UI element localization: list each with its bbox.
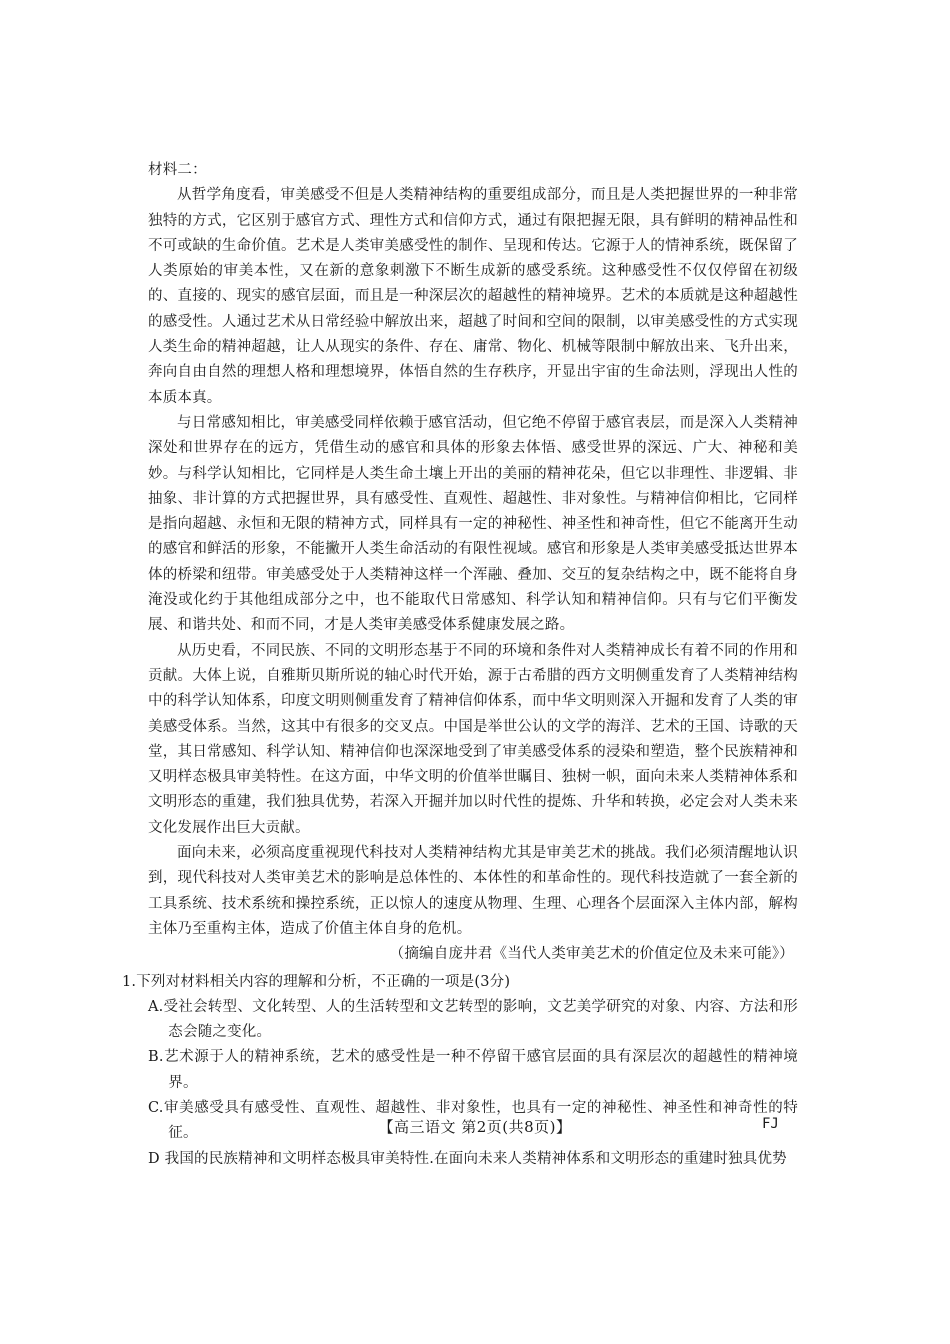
option-c: C.审美感受具有感受性、直观性、超越性、非对象性，也具有一定的神秘性、神圣性和神奇性的特征。 [148, 1099, 798, 1142]
paragraph-4: 面向未来，必须高度重视现代科技对人类精神结构尤其是审美艺术的挑战。我们必须清醒地认识到，现代科技对人类审美艺术的影响是总体性的、本体性的和革命性的。现代科技造就了一套全新的工具系统、技术系统和操控系统，正以惊人的速度从物理、生理、心理各个层面深入主体内部，解构主体乃至重构主体，造成了价值主体自身的危机。 [148, 845, 798, 937]
paragraph-2: 与日常感知相比，审美感受同样依赖于感官活动，但它绝不停留于感官表层，而是深入人类精神深处和世界存在的远方，凭借生动的感官和具体的形象去体悟、感受世界的深远、广大、神秘和美妙。与科学认知相比，它同样是人类生命土壤上开出的美丽的精神花朵，但它以非理性、非逻辑、非抽象、非计算的方式把握世界，具有感受性、直观性、超越性、非对象性。与精神信仰相比，它同样是指向超越、永恒和无限的精神方式，同样具有一定的神秘性、神圣性和神奇性，但它不能离开生动的感官和鲜活的形象，不能撇开人类生命活动的有限性视域。感官和形象是人类审美感受抵达世界本体的桥梁和纽带。审美感受处于人类精神这样一个浑融、叠加、交互的复杂结构之中，既不能将自身淹没或化约于其他组成部分之中，也不能取代日常感知、科学认知和精神信仰。只有与它们平衡发展、和谐共处、和而不同，才是人类审美感受体系健康发展之路。 [148, 414, 798, 634]
option-b: B.艺术源于人的精神系统，艺术的感受性是一种不停留干感官层面的具有深层次的超越性的精神境界。 [148, 1049, 798, 1091]
option-a: A.受社会转型、文化转型、人的生活转型和文艺转型的影响，文艺美学研究的对象、内容、方法和形态会随之变化。 [148, 998, 798, 1041]
source-citation: （摘编自庞井君《当代人类审美艺术的价值定位及未来可能》） [389, 946, 794, 963]
page-content [122, 158, 798, 1172]
question-stem: 1.下列对材料相关内容的理解和分析，不正确的一项是(3分) [122, 973, 511, 990]
exam-code: FJ [762, 1116, 779, 1132]
paragraph-3: 从历史看，不同民族、不同的文明形态基于不同的环境和条件对人类精神成长有着不同的作用和贡献。大体上说，自雅斯贝斯所说的轴心时代开始，源于古希腊的西方文明侧重发育了人类精神结构中的科学认知体系，印度文明则侧重发育了精神信仰体系，而中华文明则深入开掘和发育了人类的审美感受体系。当然，这其中有很多的交叉点。中国是举世公认的文学的海洋、艺术的王国、诗歌的天堂，其日常感知、科学认知、精神信仰也深深地受到了审美感受体系的浸染和塑造，整个民族精神和又明样态极具审美特性。在这方面，中华文明的价值举世瞩目、独树一帜，面向未来人类精神体系和文明形态的重建，我们独具优势，若深入开掘并加以时代性的提炼、升华和转换，必定会对人类未来文化发展作出巨大贡献。 [148, 642, 798, 836]
page-number-label: 【高三语文 第2页(共8页)】 [378, 1118, 572, 1136]
material-heading: 材料二： [148, 162, 207, 178]
option-d: D 我国的民族精神和文明样态极具审美特性.在面向未来人类精神体系和文明形态的重建时独具优势 [148, 1150, 787, 1167]
paragraph-1: 从哲学角度看，审美感受不但是人类精神结构的重要组成部分，而且是人类把握世界的一种非常独特的方式，它区别于感官方式、理性方式和信仰方式，通过有限把握无限，具有鲜明的精神品性和不可或缺的生命价值。艺术是人类审美感受性的制作、呈现和传达。它源于人的情神系统，既保留了人类原始的审美本性，又在新的意象刺激下不断生成新的感受系统。这种感受性不仅仅停留在初级的、直接的、现实的感官层面，而且是一种深层次的超越性的精神境界。艺术的本质就是这种超越性的感受性。人通过艺术从日常经验中解放出来，超越了时间和空间的限制，以审美感受性的方式实现人类生命的精神超越，让人从现实的条件、存在、庸常、物化、机械等限制中解放出来、飞升出来，奔向自由自然的理想人格和理想境界，体悟自然的生存秩序，开显出宇宙的生命法则，浮现出人性的本质本真。 [148, 187, 798, 406]
